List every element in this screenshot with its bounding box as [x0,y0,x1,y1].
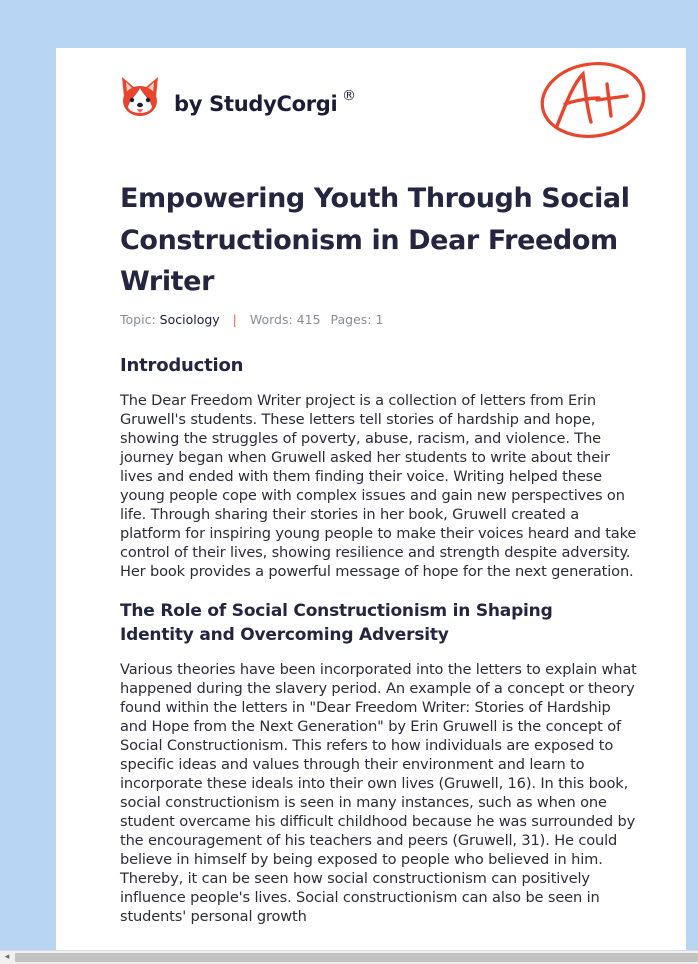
grade-a-plus-stamp [539,60,649,146]
topic-link[interactable]: Sociology [159,312,220,327]
horizontal-scrollbar[interactable] [0,950,698,964]
section-heading-role: The Role of Social Constructionism in Shaping Identity and Overcoming Adversity [120,601,553,645]
studycorgi-logo[interactable] [120,75,160,119]
brand-name[interactable]: by StudyCorgi [174,92,338,116]
registered-mark: ® [342,88,356,104]
section-heading-introduction: Introduction [120,355,244,376]
a-plus-icon [539,60,649,142]
section-body-introduction: The Dear Freedom Writer project is a collection of letters from Erin Gruwell's students. These letters tell stories of hardship and hope, showing the struggles of poverty, abuse, racism, and violence. The journey began when Gruwell asked her students to write about their lives and ended with them finding their voice. Writing helped these young people cope with complex issues and gain new perspectives on life. Through sharing their stories in her book, Gruwell created a platform for inspiring young people to make their voices heard and take control of their lives, showing resilience and strength despite adversity. Her book provides a powerful message of hope for the next generation. [120,392,637,580]
section-body-role: Various theories have been incorporated into the letters to explain what happened during the slavery period. An example of a concept or theory found within the letters in "Dear Freedom Writer: Stories of Hardship and Hope from the Next Generation" by Erin Gruwell is the concept of Social Constructionism. This refers to how individuals are exposed to specific ideas and values through their environment and learn to incorporate these ideals into their own lives (Gruwell, 16). In this book, social constructionism is seen in many instances, such as when one student overcame his difficult childhood because he was surrounded by the encouragement of his teachers and peers (Gruwell, 31). He could believe in himself by being exposed to people who believed in him. Thereby, it can be seen how social constructionism can positively influence people's lives. Social constructionism can also be seen in students' personal growth [120,661,637,925]
scroll-left-icon[interactable]: ◂ [4,952,10,962]
document-meta [120,312,383,327]
page-count: Pages: 1 [330,312,384,327]
document-page [56,48,686,950]
topic-label: Topic: [120,312,156,327]
document-title: Empowering Youth Through Social Constructionism in Dear Freedom Writer [120,183,630,297]
corgi-icon [120,75,160,119]
word-count: Words: 415 [249,312,321,327]
meta-separator: | [232,312,237,327]
scrollbar-thumb[interactable] [15,953,698,962]
